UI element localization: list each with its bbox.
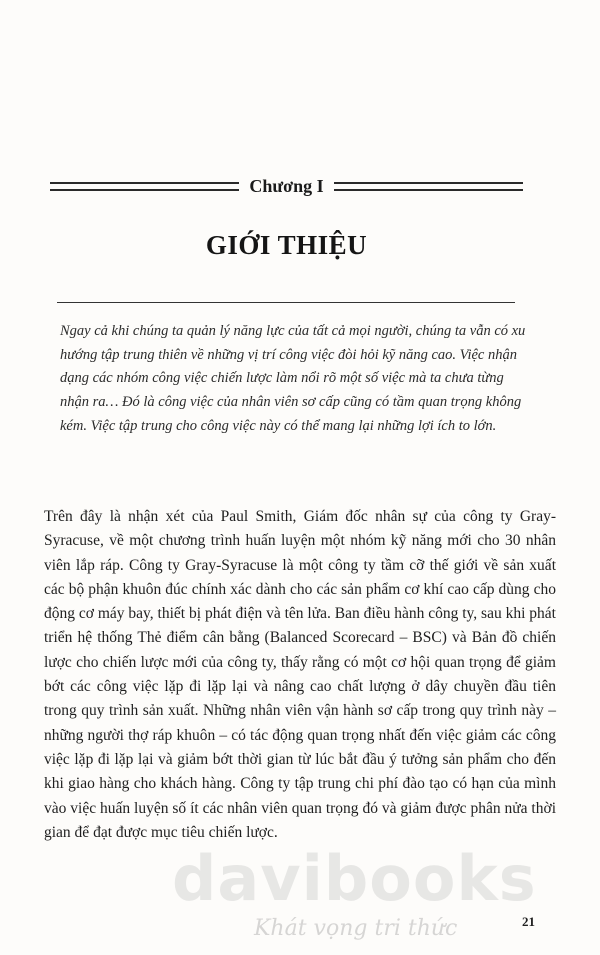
header-rule-left (50, 182, 239, 191)
epigraph-quote (60, 320, 532, 439)
chapter-header (50, 174, 523, 198)
chapter-title: GIỚI THIỆU (205, 230, 368, 260)
watermark-brand: davibooks (172, 842, 537, 915)
page-number: 21 (522, 914, 535, 929)
title-divider (57, 302, 515, 303)
header-rule-right (334, 182, 523, 191)
body-paragraph: Trên đây là nhận xét của Paul Smith, Giám đốc nhân sự của công ty Gray-Syracuse, về một chương trình huấn luyện một nhóm kỹ năng mới cho 30 nhân viên lắp ráp. Công ty Gray-Syracuse là một công ty tầm cỡ thế giới về sản xuất các bộ phận khuôn đúc chính xác dành cho các sản phẩm cơ khí cao cấp dùng cho động cơ máy bay, thiết bị phát điện và tên lửa. Ban điều hành công ty, sau khi phát triển hệ thống Thẻ điểm cân bằng (Balanced Scorecard – BSC) và Bản đồ chiến lược cho chiến lược mới của công ty, thấy rằng có một cơ hội quan trọng để giảm bớt các công việc lặp đi lặp lại và nâng cao chất lượng ở dây chuyền đầu tiên trong quy trình sản xuất. Những nhân viên vận hành sơ cấp trong quy trình này – những người thợ ráp khuôn – có tác động quan trọng nhất đến việc giảm các công việc lặp đi lặp lại và giảm bớt thời gian từ lúc bắt đầu ý tưởng sản phẩm cho đến khi giao hàng cho khách hàng. Công ty tập trung chi phí đào tạo có hạn của mình vào việc huấn luyện số ít các nhân viên quan trọng đó và giảm được phân nửa thời gian để đạt được mục tiêu chiến lược. (44, 508, 556, 841)
quote-text: Ngay cả khi chúng ta quản lý năng lực của tất cả mọi người, chúng ta vẫn có xu hướng tập trung thiên về những vị trí công việc đòi hỏi kỹ năng cao. Việc nhận dạng các nhóm công việc chiến lược làm nổi rõ một số việc mà ta chưa từng nhận ra… Đó là công việc của nhân viên sơ cấp cũng có tầm quan trọng không kém. Việc tập trung cho công việc này có thể mang lại những lợi ích to lớn. (60, 323, 526, 434)
watermark-tagline: Khát vọng tri thức (254, 916, 458, 941)
body-section (44, 505, 556, 845)
chapter-label: Chương I (249, 175, 324, 196)
